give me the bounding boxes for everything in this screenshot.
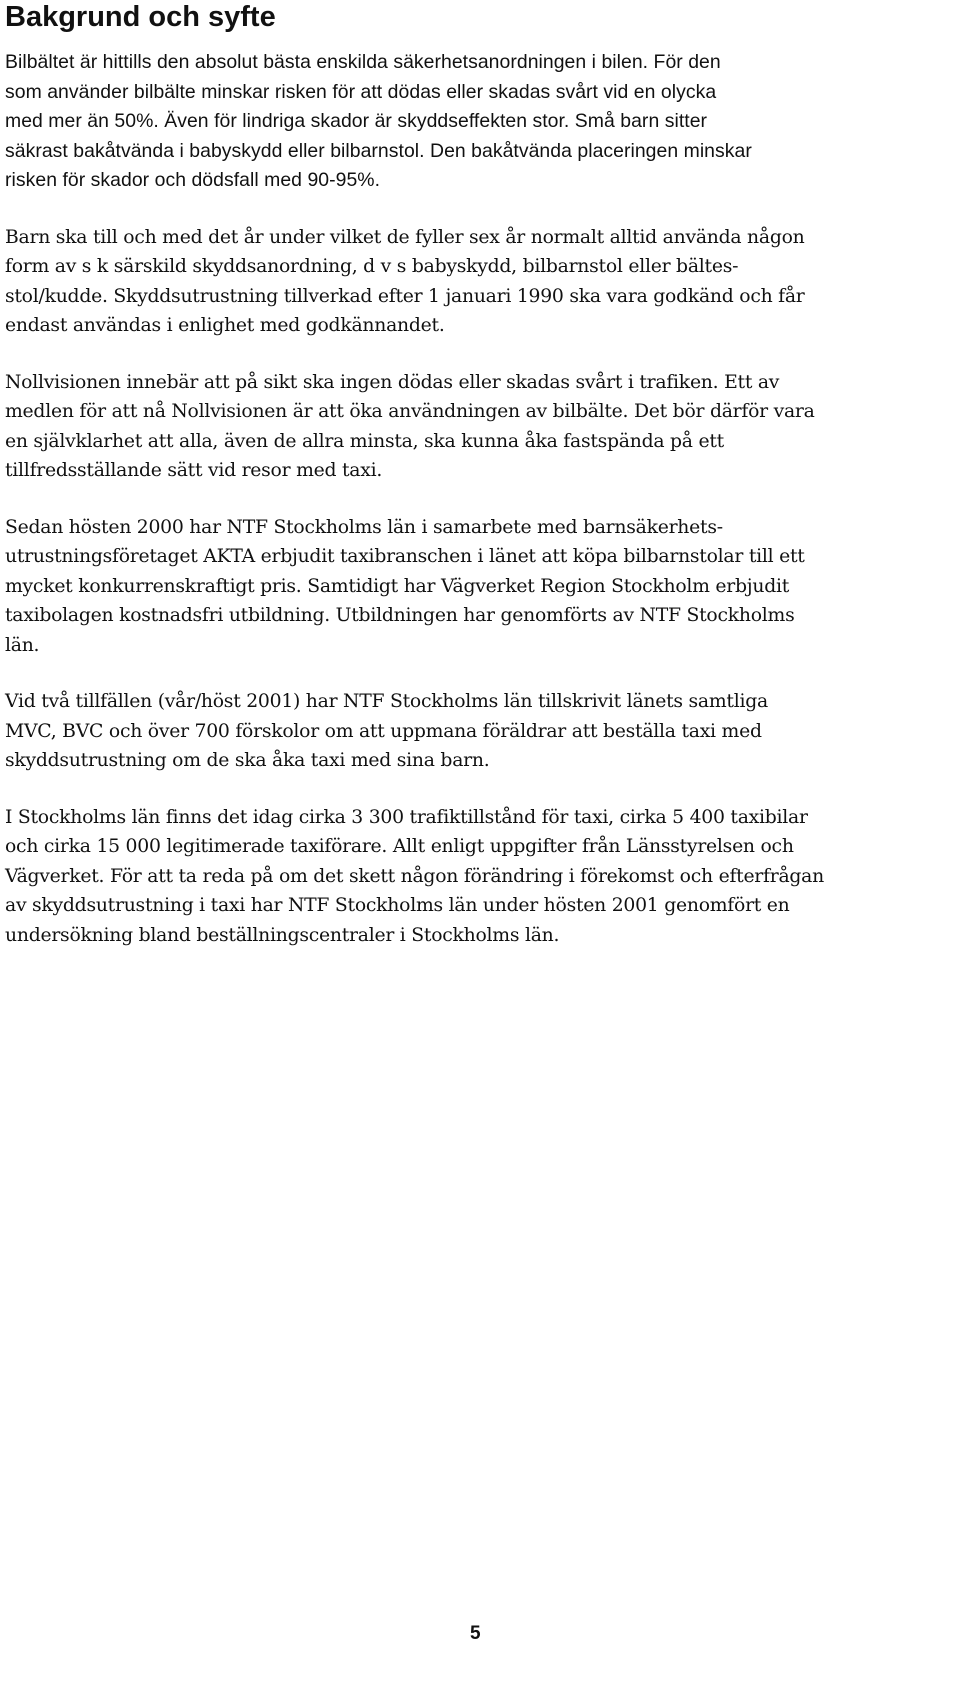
paragraph-child-restraint-rules	[5, 223, 950, 341]
text-line: taxibolagen kostnadsfri utbildning. Utbildningen har genomförts av NTF Stockholms	[5, 605, 795, 626]
text-line: Vid två tillfällen (vår/höst 2001) har NTF Stockholms län tillskrivit länets samtliga	[5, 691, 768, 712]
text-line: skyddsutrustning om de ska åka taxi med sina barn.	[5, 750, 490, 771]
paragraph-vision-zero	[5, 368, 950, 486]
text-line: län.	[5, 634, 40, 656]
text-line: I Stockholms län finns det idag cirka 3 300 trafiktillstånd för taxi, cirka 5 400 taxibilar	[5, 806, 808, 828]
page-number: 5	[470, 1623, 481, 1644]
text-line: undersökning bland beställningscentraler i Stockholms län.	[5, 924, 560, 946]
text-line: som använder bilbälte minskar risken för att dödas eller skadas svårt vid en olycka	[5, 80, 717, 103]
text-line: Bilbältet är hittills den absolut bästa enskilda säkerhetsanordningen i bilen. För den	[5, 51, 721, 73]
paragraph-taxi-statistics	[5, 803, 950, 951]
text-line: utrustningsföretaget AKTA erbjudit taxibranschen i länet att köpa bilbarnstolar till ett	[5, 546, 805, 567]
text-line: Sedan hösten 2000 har NTF Stockholms län i samarbete med barnsäkerhets-	[5, 516, 723, 538]
text-line: medlen för att nå Nollvisionen är att öka användningen av bilbälte. Det bör därför vara	[5, 401, 815, 422]
text-line: en självklarhet att alla, även de allra minsta, ska kunna åka fastspända på ett	[5, 430, 724, 452]
text-line: Vägverket. För att ta reda på om det skett någon förändring i förekomst och efterfrågan	[5, 865, 824, 887]
text-line: risken för skador och dödsfall med 90-95%.	[5, 169, 381, 191]
text-line: Barn ska till och med det år under vilket de fyller sex år normalt alltid använda någon	[5, 226, 805, 248]
text-line: stol/kudde. Skyddsutrustning tillverkad efter 1 januari 1990 ska vara godkänd och får	[5, 285, 805, 307]
text-line: med mer än 50%. Även för lindriga skador är skyddseffekten stor. Små barn sitter	[5, 110, 708, 132]
paragraph-background	[5, 48, 950, 196]
text-line: och cirka 15 000 legitimerade taxiförare. Allt enligt uppgifter från Länsstyrelsen och	[5, 836, 794, 857]
text-line: Nollvisionen innebär att på sikt ska ingen dödas eller skadas svårt i trafiken. Ett av	[5, 371, 780, 393]
text-line: tillfredsställande sätt vid resor med taxi.	[5, 460, 383, 481]
text-line: endast användas i enlighet med godkännandet.	[5, 315, 445, 336]
paragraph-ntf-akta-offer	[5, 513, 950, 661]
text-line: mycket konkurrenskraftigt pris. Samtidigt har Vägverket Region Stockholm erbjudit	[5, 575, 790, 597]
text-line: MVC, BVC och över 700 förskolor om att uppmana föräldrar att beställa taxi med	[5, 720, 762, 742]
paragraph-letters-to-clinics	[5, 687, 950, 776]
text-line: säkrast bakåtvända i babyskydd eller bilbarnstol. Den bakåtvända placeringen minskar	[5, 139, 752, 162]
page-heading: Bakgrund och syfte	[5, 1, 276, 33]
text-line: av skyddsutrustning i taxi har NTF Stockholms län under hösten 2001 genomfört en	[5, 895, 790, 916]
text-line: form av s k särskild skyddsanordning, d v s babyskydd, bilbarnstol eller bältes-	[5, 256, 739, 277]
document-page	[5, 0, 950, 950]
